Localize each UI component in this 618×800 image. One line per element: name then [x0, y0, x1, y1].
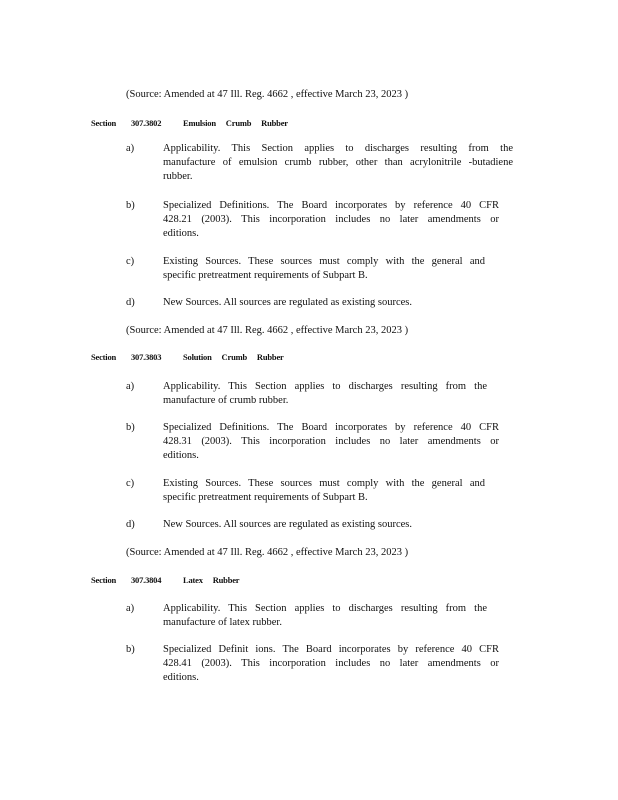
item-paragraph	[163, 296, 513, 310]
paragraph-line: 428.31 (2003). This incorporation includes no later amendments or	[163, 436, 499, 447]
item-letter: a)	[126, 603, 135, 614]
source-note: (Source: Amended at 47 Ill. Reg. 4662 , effective March 23, 2023 )	[126, 547, 409, 558]
paragraph-line: Specialized Definitions. The Board incorporates by reference 40 CFR	[163, 422, 499, 433]
paragraph-line: Specialized Definitions. The Board incorporates by reference 40 CFR	[163, 200, 499, 211]
paragraph-line: editions.	[163, 672, 199, 683]
paragraph-line: editions.	[163, 228, 199, 239]
item-paragraph	[163, 380, 487, 408]
section-title: Latex Rubber	[183, 575, 240, 585]
item-paragraph	[163, 199, 499, 241]
source-note: (Source: Amended at 47 Ill. Reg. 4662 , effective March 23, 2023 )	[126, 89, 409, 100]
item-paragraph	[163, 643, 499, 685]
paragraph-line: Existing Sources. These sources must comply with the general and	[163, 256, 485, 267]
paragraph-line: Applicability. This Section applies to discharges resulting from the	[163, 381, 487, 392]
section-label: Section	[91, 118, 117, 128]
item-paragraph	[163, 518, 513, 532]
item-letter: c)	[126, 478, 135, 489]
item-letter: b)	[126, 644, 135, 655]
item-letter: c)	[126, 256, 135, 267]
paragraph-line: manufacture of emulsion crumb rubber, other than acrylonitrile -butadiene	[163, 157, 513, 168]
paragraph-line: rubber.	[163, 171, 193, 182]
item-letter: b)	[126, 422, 135, 433]
paragraph-line: manufacture of crumb rubber.	[163, 395, 289, 406]
item-paragraph	[163, 255, 485, 283]
paragraph-line: Applicability. This Section applies to discharges resulting from the	[163, 143, 513, 154]
paragraph-line: editions.	[163, 450, 199, 461]
paragraph-line: specific pretreatment requirements of Subpart B.	[163, 492, 368, 503]
item-letter: a)	[126, 143, 135, 154]
section-number: 307.3804	[131, 575, 162, 585]
item-paragraph	[163, 421, 499, 463]
item-paragraph	[163, 142, 513, 184]
section-number: 307.3803	[131, 352, 162, 362]
paragraph-line: New Sources. All sources are regulated as existing sources.	[163, 297, 413, 308]
item-letter: d)	[126, 519, 135, 530]
item-paragraph	[163, 477, 485, 505]
paragraph-line: 428.41 (2003). This incorporation includes no later amendments or	[163, 658, 499, 669]
paragraph-line: specific pretreatment requirements of Subpart B.	[163, 270, 368, 281]
item-letter: d)	[126, 297, 135, 308]
paragraph-line: 428.21 (2003). This incorporation includes no later amendments or	[163, 214, 499, 225]
paragraph-line: manufacture of latex rubber.	[163, 617, 282, 628]
section-number: 307.3802	[131, 118, 162, 128]
paragraph-line: Specialized Definit ions. The Board incorporates by reference 40 CFR	[163, 644, 499, 655]
section-title: Solution Crumb Rubber	[183, 352, 284, 362]
item-letter: b)	[126, 200, 135, 211]
section-label: Section	[91, 352, 117, 362]
item-letter: a)	[126, 381, 135, 392]
item-paragraph	[163, 602, 487, 630]
paragraph-line: Applicability. This Section applies to discharges resulting from the	[163, 603, 487, 614]
section-title: Emulsion Crumb Rubber	[183, 118, 288, 128]
paragraph-line: Existing Sources. These sources must comply with the general and	[163, 478, 485, 489]
paragraph-line: New Sources. All sources are regulated as existing sources.	[163, 519, 413, 530]
section-label: Section	[91, 575, 117, 585]
source-note: (Source: Amended at 47 Ill. Reg. 4662 , effective March 23, 2023 )	[126, 325, 409, 336]
